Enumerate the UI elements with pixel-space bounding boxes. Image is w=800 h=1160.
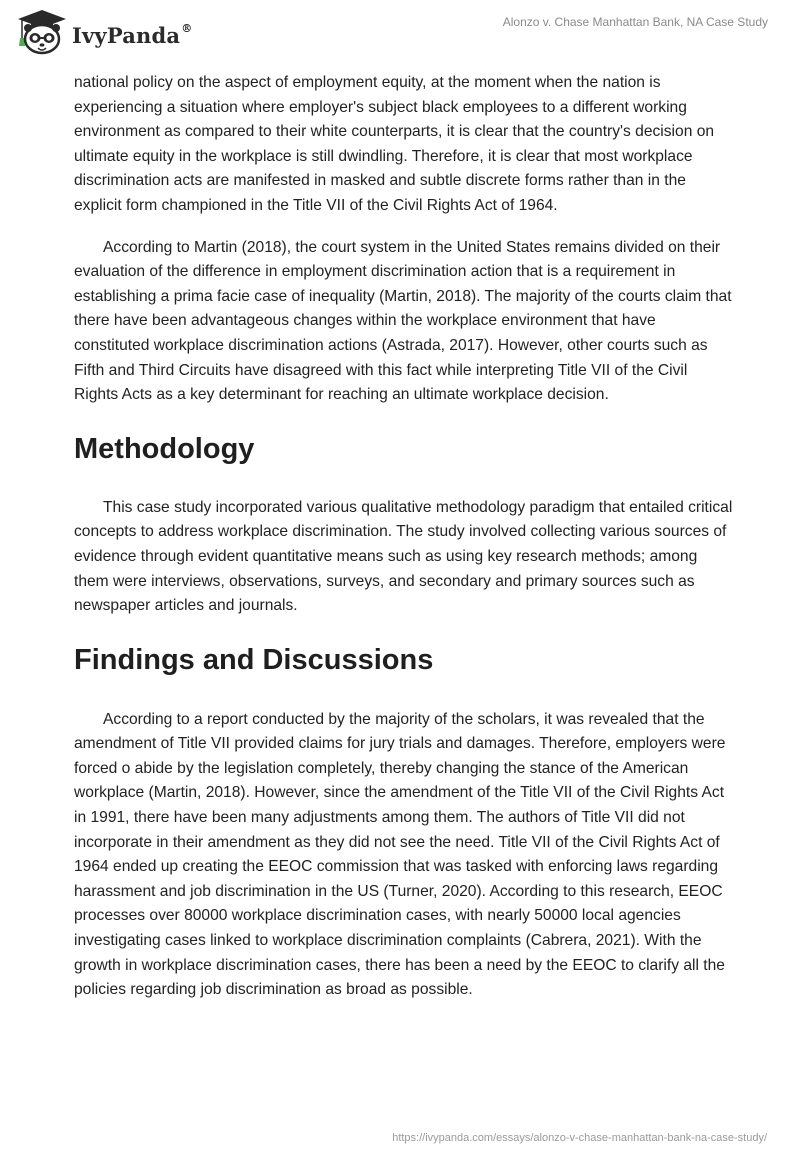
- intro-paragraph: national policy on the aspect of employment equity, at the moment when the nation is experiencing a situation where employer's subject black employees to a different working environment as compared to their white counterparts, it is clear that the country's decision on ultimate equity in the workplace is still dwindling. Therefore, it is clear that most workplace discrimination acts are manifested in masked and subtle discrete forms rather than in the explicit form championed in the Title VII of the Civil Rights Act of 1964.: [74, 74, 715, 214]
- ivypanda-logo[interactable]: [14, 8, 192, 56]
- panda-graduate-icon: [14, 8, 70, 56]
- martin-paragraph: According to Martin (2018), the court system in the United States remains divided on their evaluation of the difference in employment discrimination action that is a requirement in establishing a prima facie case of inequality (Martin, 2018). The majority of the courts claim that there have been advantageous changes within the workplace environment that have constituted workplace discrimination actions (Astrada, 2017). However, other courts such as Fifth and Third Circuits have disagreed with this fact while interpreting Title VII of the Civil Rights Acts as a key determinant for reaching an ultimate workplace decision.: [74, 238, 732, 404]
- findings-heading: Findings and Discussions: [74, 643, 434, 676]
- page-header: [0, 0, 800, 70]
- registered-mark: ®: [181, 21, 193, 35]
- source-url[interactable]: https://ivypanda.com/essays/alonzo-v-chase-manhattan-bank-na-case-study/: [392, 1132, 767, 1144]
- findings-paragraph: According to a report conducted by the majority of the scholars, it was revealed that the amendment of Title VII provided claims for jury trials and damages. Therefore, employers were forced o abide by the legislation completely, thereby changing the stance of the American workplace (Martin, 2018). However, since the amendment of the Title VII of the Civil Rights Act in 1991, there have been many adjustments among them. The authors of Title VII did not incorporate in their amendment as they did not see the need. Title VII of the Civil Rights Act of 1964 ended up creating the EEOC commission that was tasked with enforcing laws regarding harassment and job discrimination in the US (Turner, 2020). According to this research, EEOC processes over 80000 workplace discrimination cases, with nearly 50000 local agencies investigating cases linked to workplace discrimination complaints (Cabrera, 2021). With the growth in workplace discrimination cases, there has been a need by the EEOC to clarify all the policies regarding job discrimination as broad as possible.: [74, 710, 726, 999]
- essay-content: [74, 71, 734, 1003]
- document-title: Alonzo v. Chase Manhattan Bank, NA Case Study: [502, 15, 768, 29]
- logo-wordmark: IvyPanda®: [72, 21, 193, 48]
- methodology-paragraph: This case study incorporated various qualitative methodology paradigm that entailed critical concepts to address workplace discrimination. The study involved collecting various sources of evidence through evident quantitative means such as using key research methods; among them were interviews, observations, surveys, and secondary and primary sources such as newspaper articles and journals.: [74, 498, 733, 615]
- methodology-heading: Methodology: [74, 432, 255, 465]
